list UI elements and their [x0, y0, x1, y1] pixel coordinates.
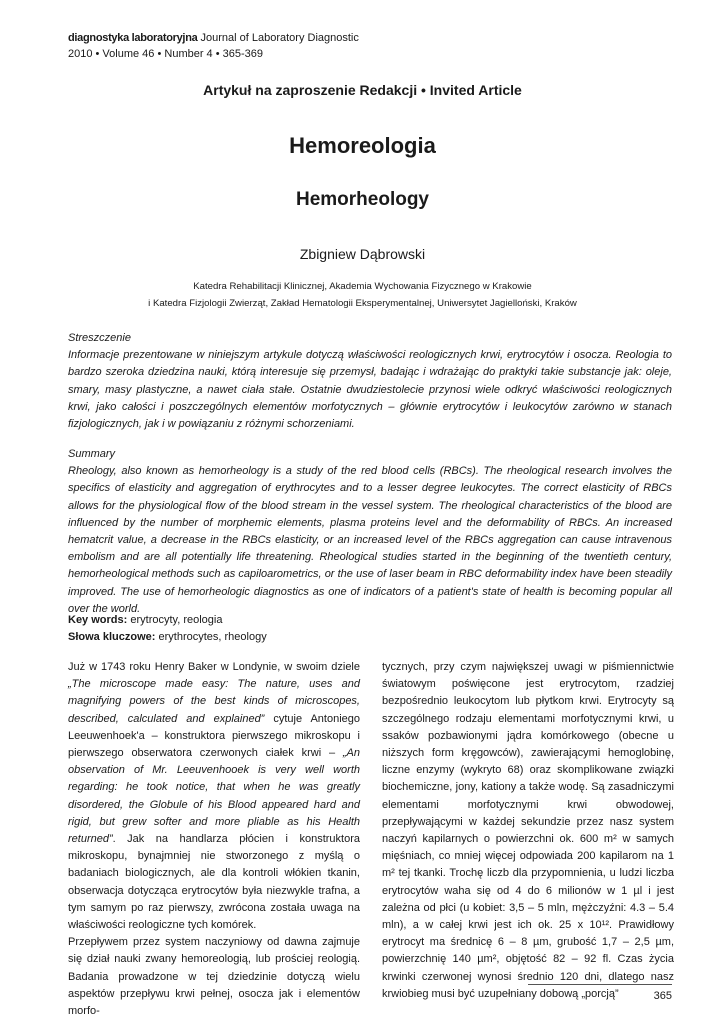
body-column-left	[68, 659, 360, 1020]
journal-brand: diagnostyka laboratoryjna	[68, 32, 198, 44]
body-column-right	[382, 659, 674, 1003]
keywords-label: Key words:	[68, 614, 128, 626]
body-paragraph	[68, 659, 360, 934]
article-title: Hemoreologia	[289, 133, 436, 158]
body-text: Już w 1743 roku Henry Baker w Londynie, w swoim dziele	[68, 661, 360, 673]
quote-text: „The microscope made easy: The nature, uses and magnifying powers of the best kinds of microscopes, described, calculated and explained”	[68, 678, 360, 725]
issue-info: 2010 • Volume 46 • Number 4 • 365-369	[68, 48, 264, 60]
affiliation-line: i Katedra Fizjologii Zwierząt, Zakład Hematologii Eksperymentalnej, Uniwersytet Jagielloński, Kraków	[148, 298, 577, 309]
abstract-text: Informacje prezentowane w niniejszym artykule dotyczą właściwości reologicznych krwi, erytrocytów i osocza. Reologia to bardzo szeroka dziedzina nauki, którą interesuje się przemysł, badając i wdrażając do praktyki takie substancje jak: oleje, smary, masy plastyczne, a nawet ciała stałe. Ostatnie dwudziestolecie przynosi wiele odkryć właściwości reologicznych krwi, jako całości i poszczególnych elementów morfotycznych – głównie erytrocytów i leukocytów zarówno w stanach fizjologicznych, jak i w powiązaniu z różnymi schorzeniami.	[68, 349, 672, 431]
affiliations	[0, 278, 725, 312]
quote-text: „An observation of Mr. Leeuvenhooek is very well worth regarding: he took notice, that when he was greatly disordered, the Globule of his Blood appeared hard and rigid, but grew softer and more pliable as his Health returned”	[68, 747, 360, 846]
article-type: Artykuł na zaproszenie Redakcji • Invited Article	[203, 82, 522, 98]
affiliation-line: Katedra Rehabilitacji Klinicznej, Akademia Wychowania Fizycznego w Krakowie	[193, 281, 532, 292]
abstract-text: Rheology, also known as hemorheology is a study of the red blood cells (RBCs). The rheological research involves the specifics of elasticity and aggregation of erythrocytes and to a lesser degree leukocytes. The correct elasticity of RBCs allows for the physiological flow of the blood stream in the vessel system. The rheological characteristics of the blood are influenced by the number of morphemic elements, plasma proteins level and the deformability of RBCs. An increased hematcrit value, a decrease in the RBCs elasticity, or an increased level of the RBCs aggregation can cause intravenous embolism and are all potentially life threatening. Rheological studies started in the beginning of the twentieth century, hemorheological methods such as capiloarometrics, or the use of laser beam in RBC deformability index have been steadily improved. The use of hemorheologic diagnostics as one of indicators of a patient's state of health is becoming popular all over the world.	[68, 465, 672, 615]
footer-rule	[528, 984, 672, 985]
abstract-heading: Summary	[68, 448, 116, 460]
abstract-polish	[68, 330, 672, 433]
body-paragraph: Przepływem przez system naczyniowy od dawna zajmuje się dział nauki zwany hemoreologią, lub prościej reologią. Badania prowadzone w tej dziedzinie dotyczą wielu aspektów przepływu krwi pełnej, osocza jak i elementów morfo-	[68, 936, 360, 1018]
keywords	[68, 612, 267, 646]
journal-name: Journal of Laboratory Diagnostic	[200, 32, 359, 44]
body-text: . Jak na handlarza płócien i konstruktora mikroskopu, bynajmniej nie stworzonego z myślą o badaniach biologicznych, ale dla kontroli włókien tkanin, obserwacja dotycząca erytrocytów była niezwykle trafna, a tym samym po raz pierwszy, zwrócona została uwaga na właściwości reologiczne tych komórek.	[68, 833, 360, 932]
abstract-heading: Streszczenie	[68, 332, 131, 344]
page-number: 365	[653, 990, 672, 1002]
keywords-value: erytrocyty, reologia	[130, 614, 223, 626]
journal-header	[68, 30, 359, 62]
body-paragraph: tycznych, przy czym największej uwagi w piśmiennictwie światowym poświęcone jest erytrocytom, rzadziej bezpośrednio leukocytom lub płytkom krwi. Erytrocyty są szczególnego rodzaju elementami morfotycznymi krwi, u ssaków pozbawionymi jądra komórkowego (obecne u niższych form kręgowców), zawierającymi hemoglobinę, liczne enzymy (wykryto 68) oraz skomplikowane związki biochemiczne, jony, kationy a także wodę. Są zasadniczymi elementami morfotycznymi krwi obwodowej, przepływającymi w każdej sekundzie przez nasz system naczyń kapilarnych o powierzchni ok. 600 m² w samych mięśniach, co mniej więcej odpowiada 200 kapilarom na 1 m² tej tkanki. Trochę liczb dla przypomnienia, u ludzi liczba erytrocytów waha się od 4 do 6 milionów w 1 µl i jest zależna od płci (u kobiet: 3,5 – 5 mln, mężczyźni: 4.3 – 5.4 mln), a w całej krwi jest ich ok. 25 x 10¹². Prawidłowy erytrocyt ma średnicę 6 – 8 µm, grubość 1,7 – 2,5 µm, powierzchnię 140 µm², objętość 82 – 92 fl. Czas życia krwinki czerwonej wynosi średnio 120 dni, dlatego nasz krwiobieg musi być uzupełniany dobową „porcją”	[382, 661, 674, 1000]
body-text: cytuje Antoniego Leeuwenhoek'a – konstruktora pierwszego mikroskopu i pierwszego obserwatora czerwonych ciałek krwi –	[68, 712, 360, 760]
abstract-english	[68, 446, 672, 618]
author-name: Zbigniew Dąbrowski	[299, 246, 426, 262]
keywords-label: Słowa kluczowe:	[68, 631, 156, 643]
keywords-value: erythrocytes, rheology	[158, 631, 267, 643]
article-subtitle: Hemorheology	[295, 189, 430, 210]
